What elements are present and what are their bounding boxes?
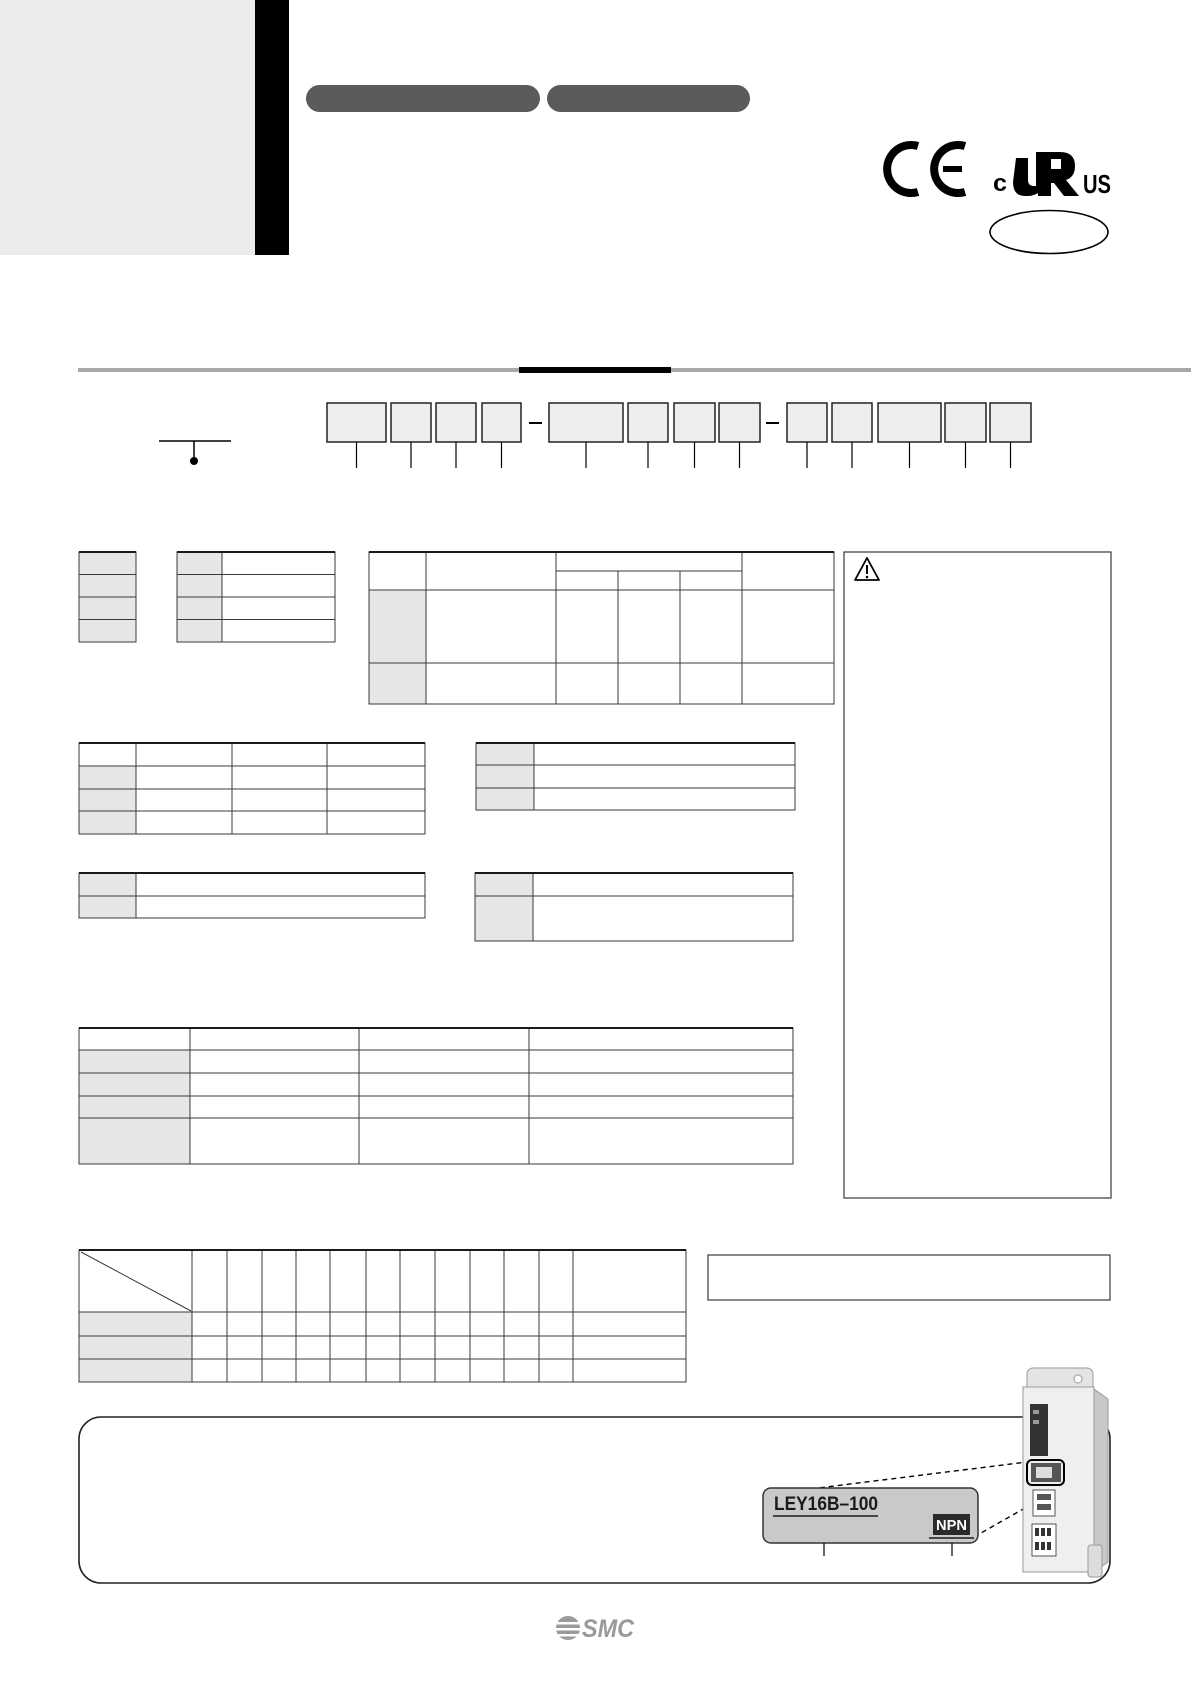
- table-3-cell: [618, 590, 680, 663]
- table-9-cell: [573, 1359, 686, 1382]
- part-code-box: [482, 403, 521, 442]
- table-8-cell: [359, 1050, 529, 1073]
- table-4-cell: [327, 789, 425, 811]
- table-2-cell: [222, 620, 335, 643]
- table-3-cell: [618, 571, 680, 590]
- table-3-cell: [426, 663, 556, 704]
- table-3-cell: [369, 663, 426, 704]
- ul-symbol: [1013, 152, 1079, 196]
- signal-tag-text: NPN: [936, 1517, 967, 1534]
- table-3-cell: [742, 552, 834, 590]
- table-8-cell: [529, 1118, 793, 1164]
- table-9-cell: [262, 1312, 296, 1336]
- note-box: [708, 1255, 1110, 1300]
- table-9-cell: [573, 1312, 686, 1336]
- product-model-text: LEY16B–100: [774, 1494, 878, 1515]
- table-9-cell: [539, 1312, 573, 1336]
- table-9-cell: [400, 1250, 435, 1312]
- controller-icon: [1023, 1368, 1108, 1577]
- table-4-cell: [232, 766, 327, 789]
- table-3-cell: [742, 663, 834, 704]
- ce-mark-icon: [887, 145, 965, 193]
- table-8-cell: [359, 1073, 529, 1096]
- table-4-cell: [232, 743, 327, 766]
- table-4-cell: [136, 811, 232, 834]
- table-4-cell: [327, 743, 425, 766]
- header-gray-block: [0, 0, 255, 255]
- part-code-box: [628, 403, 668, 442]
- table-8-cell: [190, 1050, 359, 1073]
- table-9-cell: [504, 1250, 539, 1312]
- table-9-cell: [504, 1336, 539, 1359]
- part-code-box: [878, 403, 941, 442]
- table-5-cell: [534, 743, 795, 765]
- table-8-cell: [79, 1096, 190, 1118]
- model-bracket: [159, 441, 231, 465]
- table-4-cell: [136, 789, 232, 811]
- table-1-cell: [79, 552, 136, 575]
- table-4-cell: [327, 766, 425, 789]
- table-9-cell: [470, 1336, 504, 1359]
- table-3-cell: [556, 663, 618, 704]
- table-4-cell: [136, 743, 232, 766]
- table-9-cell: [296, 1359, 330, 1382]
- part-code-box: [990, 403, 1031, 442]
- table-9-cell: [330, 1312, 366, 1336]
- table-9-cell: [296, 1312, 330, 1336]
- table-9-cell: [539, 1250, 573, 1312]
- table-9-cell: [227, 1312, 262, 1336]
- table-3-cell: [426, 590, 556, 663]
- table-9-cell: [227, 1359, 262, 1382]
- category-tab-1: [306, 85, 540, 112]
- table-9-cell: [539, 1336, 573, 1359]
- part-code-box: [832, 403, 872, 442]
- table-8-cell: [529, 1028, 793, 1050]
- table-3-cell: [369, 590, 426, 663]
- table-8-cell: [79, 1118, 190, 1164]
- table-9-cell: [296, 1336, 330, 1359]
- table-8-cell: [359, 1028, 529, 1050]
- table-3-cell: [556, 552, 742, 571]
- table-9-cell: [330, 1250, 366, 1312]
- table-2-cell: [222, 597, 335, 620]
- curus-mark-icon: [993, 152, 1111, 199]
- warning-triangle-icon: [855, 558, 879, 580]
- table-2-cell: [177, 552, 222, 575]
- table-9-cell: [400, 1336, 435, 1359]
- table-9-cell: [366, 1359, 400, 1382]
- table-8-cell: [529, 1073, 793, 1096]
- table-3-cell: [680, 571, 742, 590]
- table-9-cell: [227, 1336, 262, 1359]
- table-9-cell: [262, 1359, 296, 1382]
- header-black-bar: [255, 0, 289, 255]
- table-4-cell: [79, 743, 136, 766]
- table-9-cell: [79, 1359, 192, 1382]
- table-8-cell: [79, 1073, 190, 1096]
- table-9-cell: [504, 1359, 539, 1382]
- part-code-box: [719, 403, 760, 442]
- table-9-cell: [400, 1359, 435, 1382]
- table-9-cell: [400, 1312, 435, 1336]
- part-code-box: [391, 403, 431, 442]
- section-rule-accent: [519, 367, 671, 373]
- warning-box: [844, 552, 1111, 1198]
- curus-suffix: US: [1083, 169, 1111, 199]
- table-2-cell: [177, 597, 222, 620]
- part-code-box: [327, 403, 386, 442]
- table-2-cell: [222, 575, 335, 598]
- part-code-box: [436, 403, 476, 442]
- table-9-cell: [366, 1312, 400, 1336]
- table-9-cell: [504, 1312, 539, 1336]
- table-9-cell: [227, 1250, 262, 1312]
- table-3-cell: [680, 590, 742, 663]
- table-5-cell: [476, 788, 534, 810]
- table-8-cell: [529, 1096, 793, 1118]
- table-9-cell: [296, 1250, 330, 1312]
- table-2-cell: [177, 620, 222, 643]
- table-8-cell: [190, 1118, 359, 1164]
- table-7-cell: [475, 873, 533, 896]
- table-4-cell: [79, 811, 136, 834]
- table-9-cell: [435, 1250, 470, 1312]
- table-6-cell: [136, 896, 425, 918]
- table-8-cell: [190, 1028, 359, 1050]
- table-9-cell: [573, 1250, 686, 1312]
- table-6-cell: [136, 873, 425, 896]
- table-2-cell: [177, 575, 222, 598]
- table-5-cell: [476, 743, 534, 765]
- table-4-cell: [79, 766, 136, 789]
- smc-logo: [556, 1615, 635, 1643]
- curus-prefix: c: [993, 170, 1007, 197]
- table-8-cell: [529, 1050, 793, 1073]
- table-9-cell: [435, 1359, 470, 1382]
- table-9-cell: [330, 1359, 366, 1382]
- table-4-cell: [136, 766, 232, 789]
- table-6-cell: [79, 896, 136, 918]
- table-3-cell: [556, 571, 618, 590]
- table-3-cell: [680, 663, 742, 704]
- part-code-box: [674, 403, 715, 442]
- table-7-cell: [533, 896, 793, 941]
- table-7-cell: [475, 896, 533, 941]
- table-5-cell: [534, 788, 795, 810]
- table-9-cell: [192, 1359, 227, 1382]
- table-1-cell: [79, 620, 136, 643]
- table-4-cell: [79, 789, 136, 811]
- table-8-cell: [359, 1118, 529, 1164]
- table-9-cell: [470, 1312, 504, 1336]
- table-1-cell: [79, 597, 136, 620]
- table-1-cell: [79, 575, 136, 598]
- table-9-cell: [79, 1336, 192, 1359]
- table-3-cell: [742, 590, 834, 663]
- table-9-cell: [262, 1250, 296, 1312]
- table-4-cell: [232, 811, 327, 834]
- table-7-cell: [533, 873, 793, 896]
- table-3-cell: [426, 552, 556, 590]
- table-5-cell: [476, 765, 534, 788]
- table-9-cell: [366, 1250, 400, 1312]
- table-2-cell: [222, 552, 335, 575]
- table-4-cell: [232, 789, 327, 811]
- table-9-cell: [470, 1359, 504, 1382]
- part-code-box: [787, 403, 827, 442]
- table-9-cell: [79, 1312, 192, 1336]
- approval-oval: [990, 211, 1108, 254]
- table-9-cell: [435, 1312, 470, 1336]
- table-4-cell: [327, 811, 425, 834]
- table-3-cell: [556, 590, 618, 663]
- ul-symbol-bowl: [1051, 159, 1061, 169]
- table-8-cell: [190, 1073, 359, 1096]
- table-3-cell: [618, 663, 680, 704]
- table-9-cell: [262, 1336, 296, 1359]
- part-code-box: [549, 403, 623, 442]
- table-9-cell: [470, 1250, 504, 1312]
- table-8-cell: [79, 1050, 190, 1073]
- spec-tables: [79, 552, 834, 1382]
- table-9-cell: [539, 1359, 573, 1382]
- table-5-cell: [534, 765, 795, 788]
- table-6-cell: [79, 873, 136, 896]
- table-8-cell: [190, 1096, 359, 1118]
- table-3-cell: [369, 552, 426, 590]
- table-9-cell: [192, 1312, 227, 1336]
- table-8-cell: [79, 1028, 190, 1050]
- table-8-cell: [359, 1096, 529, 1118]
- table-9-cell: [366, 1336, 400, 1359]
- smc-logo-text: SMC: [582, 1615, 635, 1643]
- table-9-cell: [573, 1336, 686, 1359]
- part-code-row: [327, 403, 1031, 468]
- table-9-cell: [330, 1336, 366, 1359]
- table-9-cell: [192, 1336, 227, 1359]
- product-label: [763, 1488, 978, 1556]
- category-tab-2: [547, 85, 750, 112]
- table-9-cell: [192, 1250, 227, 1312]
- part-code-box: [945, 403, 986, 442]
- table-9-cell: [435, 1336, 470, 1359]
